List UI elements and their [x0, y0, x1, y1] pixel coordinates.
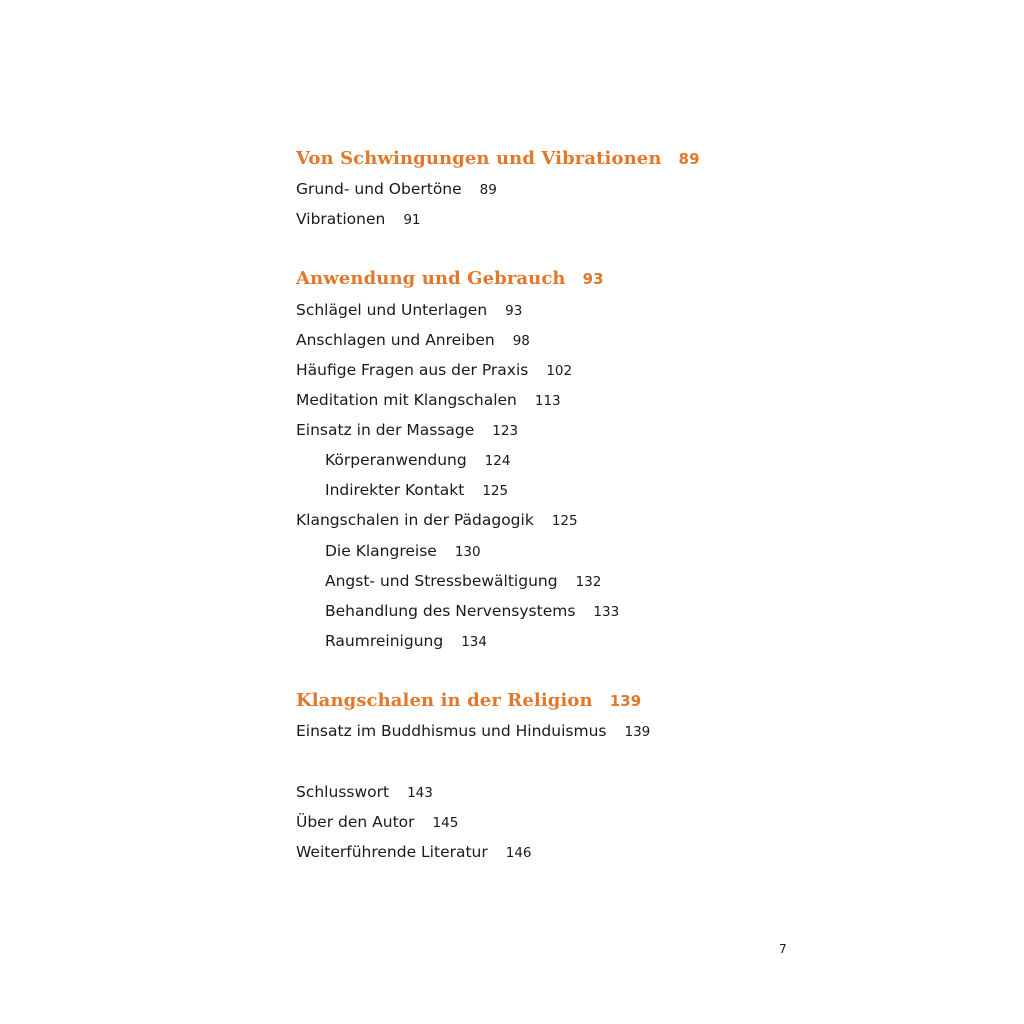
entry-title: Einsatz im Buddhismus und Hinduismus	[296, 722, 607, 740]
chapter-page-number: 89	[678, 150, 700, 168]
entry-page-number: 146	[505, 845, 532, 861]
toc-entry	[296, 513, 578, 529]
toc-subentry	[325, 574, 601, 590]
entry-page-number: 113	[534, 393, 561, 409]
entry-title: Über den Autor	[296, 813, 415, 831]
toc-subentry	[325, 634, 487, 650]
entry-title: Schlägel und Unterlagen	[296, 301, 488, 319]
entry-title: Häufige Fragen aus der Praxis	[296, 361, 529, 379]
chapter-page-number: 139	[609, 692, 642, 710]
chapter-title: Klangschalen in der Religion	[296, 690, 593, 711]
entry-page-number: 125	[551, 513, 578, 529]
entry-page-number: 125	[482, 483, 509, 499]
entry-title: Die Klangreise	[325, 542, 437, 560]
entry-title: Behandlung des Nervensystems	[325, 602, 576, 620]
toc-entry	[296, 182, 497, 198]
toc-entry	[296, 212, 421, 228]
toc-entry	[296, 845, 532, 861]
page-number: 7	[779, 942, 787, 956]
entry-page-number: 102	[546, 363, 573, 379]
entry-title: Meditation mit Klangschalen	[296, 391, 517, 409]
chapter-page-number: 93	[582, 270, 604, 288]
entry-title: Angst- und Stressbewältigung	[325, 572, 558, 590]
toc-entry	[296, 393, 561, 409]
entry-title: Klangschalen in der Pädagogik	[296, 511, 534, 529]
chapter-heading	[296, 150, 700, 168]
entry-page-number: 124	[484, 453, 511, 469]
chapter-heading	[296, 692, 641, 710]
toc-entry	[296, 333, 530, 349]
toc-entry	[296, 363, 572, 379]
entry-page-number: 123	[492, 423, 519, 439]
entry-page-number: 133	[593, 604, 620, 620]
toc-entry	[296, 303, 522, 319]
entry-title: Weiterführende Literatur	[296, 843, 488, 861]
entry-title: Einsatz in der Massage	[296, 421, 475, 439]
entry-page-number: 134	[461, 634, 487, 650]
entry-page-number: 93	[505, 303, 523, 319]
entry-title: Schlusswort	[296, 783, 390, 801]
entry-title: Indirekter Kontakt	[325, 481, 465, 499]
entry-page-number: 143	[407, 785, 433, 801]
table-of-contents	[296, 0, 856, 1024]
entry-page-number: 130	[454, 544, 481, 560]
entry-page-number: 132	[575, 574, 602, 590]
toc-subentry	[325, 604, 619, 620]
chapter-title: Von Schwingungen und Vibrationen	[296, 148, 662, 169]
entry-page-number: 139	[624, 724, 651, 740]
toc-entry	[296, 423, 518, 439]
entry-page-number: 89	[479, 182, 497, 198]
entry-title: Grund- und Obertöne	[296, 180, 462, 198]
toc-entry	[296, 815, 458, 831]
entry-page-number: 91	[403, 212, 421, 228]
toc-subentry	[325, 483, 508, 499]
entry-title: Raumreinigung	[325, 632, 444, 650]
entry-title: Vibrationen	[296, 210, 386, 228]
toc-subentry	[325, 544, 481, 560]
entry-title: Anschlagen und Anreiben	[296, 331, 495, 349]
chapter-title: Anwendung und Gebrauch	[296, 268, 566, 289]
entry-title: Körperanwendung	[325, 451, 467, 469]
toc-subentry	[325, 453, 510, 469]
entry-page-number: 98	[512, 333, 530, 349]
chapter-heading	[296, 270, 604, 288]
toc-entry	[296, 724, 650, 740]
toc-entry	[296, 785, 433, 801]
entry-page-number: 145	[432, 815, 459, 831]
